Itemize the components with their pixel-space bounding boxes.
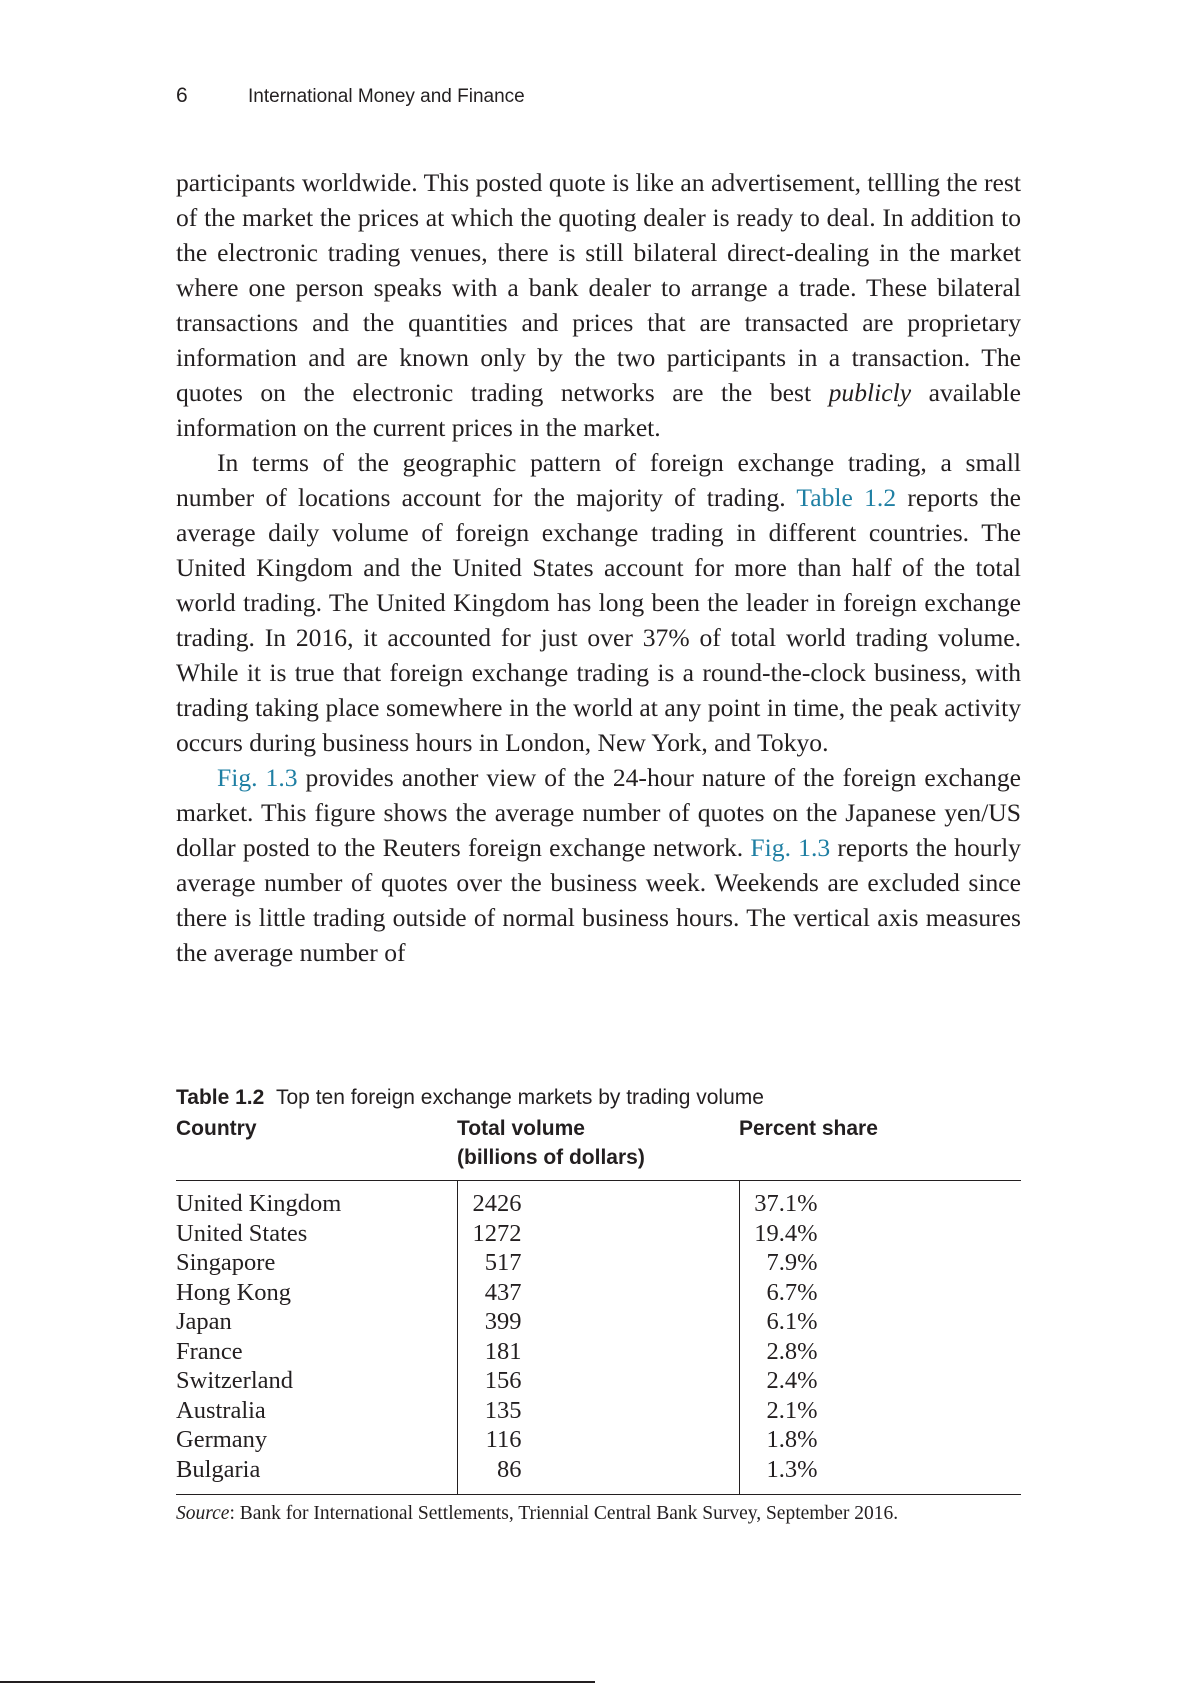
paragraph-1-text-b: available information on the current prices in the market.	[176, 378, 1021, 442]
cell-country: Singapore	[176, 1249, 276, 1276]
emphasis-publicly: publicly	[828, 378, 912, 407]
table-header-row	[176, 1114, 1021, 1181]
cell-volume-value: 86	[497, 1455, 522, 1483]
cell-volume	[457, 1396, 739, 1426]
cell-share	[739, 1307, 1021, 1337]
table-source	[176, 1503, 1021, 1525]
running-title: International Money and Finance	[248, 86, 525, 107]
cell-share-value: 2.8%	[766, 1337, 818, 1365]
paragraph-3-text-a: provides another view of the 24-hour nature of the foreign exchange market. This figure shows the average number of quotes on the Japanese yen/US dollar posted to the Reuters foreign exchange network.	[176, 763, 1021, 862]
cell-share	[739, 1248, 1021, 1278]
cell-share-value: 2.4%	[766, 1367, 818, 1394]
table-title: Top ten foreign exchange markets by trading volume	[276, 1086, 764, 1109]
cell-volume	[457, 1181, 739, 1219]
fig-1-3-link-2[interactable]: Fig. 1.3	[750, 833, 831, 862]
cell-country: France	[176, 1337, 243, 1365]
cell-country: Australia	[176, 1396, 266, 1424]
header-country: Country	[176, 1114, 457, 1181]
cell-country: Japan	[176, 1308, 232, 1335]
paragraph-3-text-b: reports the hourly average number of quotes over the business week. Weekends are excluded since there is little trading outside of normal business hours. The vertical axis measures the average number of	[176, 833, 1021, 967]
header-volume	[457, 1114, 739, 1181]
table-row	[176, 1455, 1021, 1495]
cell-country: United States	[176, 1219, 308, 1247]
cell-volume-value: 1272	[472, 1219, 522, 1247]
table-body	[176, 1181, 1021, 1495]
cell-share-value: 6.1%	[766, 1308, 818, 1335]
body-text	[176, 165, 1021, 970]
cell-share-value: 1.8%	[766, 1426, 818, 1453]
header-share: Percent share	[739, 1114, 1021, 1181]
cell-volume	[457, 1425, 739, 1455]
cell-volume	[457, 1366, 739, 1396]
cell-country: Bulgaria	[176, 1455, 457, 1495]
cell-volume	[457, 1307, 739, 1337]
table-1-2-link[interactable]: Table 1.2	[796, 483, 897, 512]
fig-1-3-link[interactable]: Fig. 1.3	[217, 763, 298, 792]
table-row	[176, 1307, 1021, 1337]
cell-volume-value: 181	[484, 1337, 522, 1365]
page-bottom-rule	[0, 1681, 595, 1683]
cell-volume	[457, 1278, 739, 1308]
cell-share	[739, 1425, 1021, 1455]
table-row	[176, 1278, 1021, 1308]
cell-volume	[457, 1248, 739, 1278]
cell-country: Switzerland	[176, 1367, 294, 1394]
cell-share-value: 37.1%	[754, 1190, 818, 1217]
table-row	[176, 1366, 1021, 1396]
table-row	[176, 1248, 1021, 1278]
cell-volume-value: 437	[484, 1278, 522, 1306]
cell-share-value: 19.4%	[754, 1219, 818, 1247]
trading-volume-table	[176, 1114, 1021, 1495]
paragraph-3	[176, 760, 1021, 970]
cell-country: United Kingdom	[176, 1190, 342, 1217]
cell-volume-value: 156	[484, 1367, 522, 1394]
cell-share	[739, 1396, 1021, 1426]
paragraph-2	[176, 445, 1021, 760]
cell-share	[739, 1278, 1021, 1308]
paragraph-2-text-a: In terms of the geographic pattern of foreign exchange trading, a small number of locations account for the majority of trading.	[176, 448, 1021, 512]
table-row	[176, 1396, 1021, 1426]
running-head	[176, 84, 525, 108]
table-label: Table 1.2	[176, 1086, 265, 1109]
table-caption	[176, 1086, 1021, 1110]
cell-volume	[457, 1337, 739, 1367]
source-text: : Bank for International Settlements, Triennial Central Bank Survey, September 2016.	[229, 1503, 899, 1524]
cell-volume-value: 2426	[472, 1190, 522, 1217]
cell-share	[739, 1219, 1021, 1249]
cell-country: Hong Kong	[176, 1278, 292, 1306]
table-row	[176, 1337, 1021, 1367]
cell-volume-value: 517	[484, 1249, 522, 1276]
paragraph-1-text-a: participants worldwide. This posted quote is like an advertisement, tellling the rest of the market the prices at which the quoting dealer is ready to deal. In addition to the electronic trading venues, there is still bilateral direct-dealing in the market where one person speaks with a bank dealer to arrange a trade. These bilateral transactions and the quantities and prices that are transacted are proprietary information and are known only by the two participants in a transaction. The quotes on the electronic trading networks are the best	[176, 168, 1021, 407]
paragraph-2-text-b: reports the average daily volume of foreign exchange trading in different countries. The United Kingdom and the United States account for more than half of the total world trading. The United Kingdom has long been the leader in foreign exchange trading. In 2016, it accounted for just over 37% of total world trading volume. While it is true that foreign exchange trading is a round-the-clock business, with trading taking place somewhere in the world at any point in time, the peak activity occurs during business hours in London, New York, and Tokyo.	[176, 483, 1021, 757]
cell-volume-value: 135	[484, 1396, 522, 1424]
table-row	[176, 1181, 1021, 1219]
cell-share-value: 2.1%	[766, 1396, 818, 1424]
cell-share-value: 6.7%	[766, 1278, 818, 1306]
cell-volume	[457, 1455, 739, 1495]
table-1-2	[176, 1086, 1021, 1525]
cell-volume-value: 399	[484, 1308, 522, 1335]
cell-share-value: 1.3%	[766, 1455, 818, 1483]
cell-country: Germany	[176, 1426, 268, 1453]
table-row	[176, 1425, 1021, 1455]
table-row	[176, 1219, 1021, 1249]
header-volume-line2: (billions of dollars)	[457, 1146, 645, 1169]
cell-share	[739, 1366, 1021, 1396]
page-number: 6	[176, 84, 188, 107]
cell-volume-value: 116	[485, 1426, 522, 1453]
cell-share-value: 7.9%	[766, 1249, 818, 1276]
cell-share	[739, 1337, 1021, 1367]
source-label: Source	[176, 1503, 230, 1524]
cell-share	[739, 1455, 1021, 1495]
cell-share	[739, 1181, 1021, 1219]
header-volume-line1: Total volume	[457, 1117, 585, 1140]
cell-volume	[457, 1219, 739, 1249]
paragraph-1	[176, 165, 1021, 445]
